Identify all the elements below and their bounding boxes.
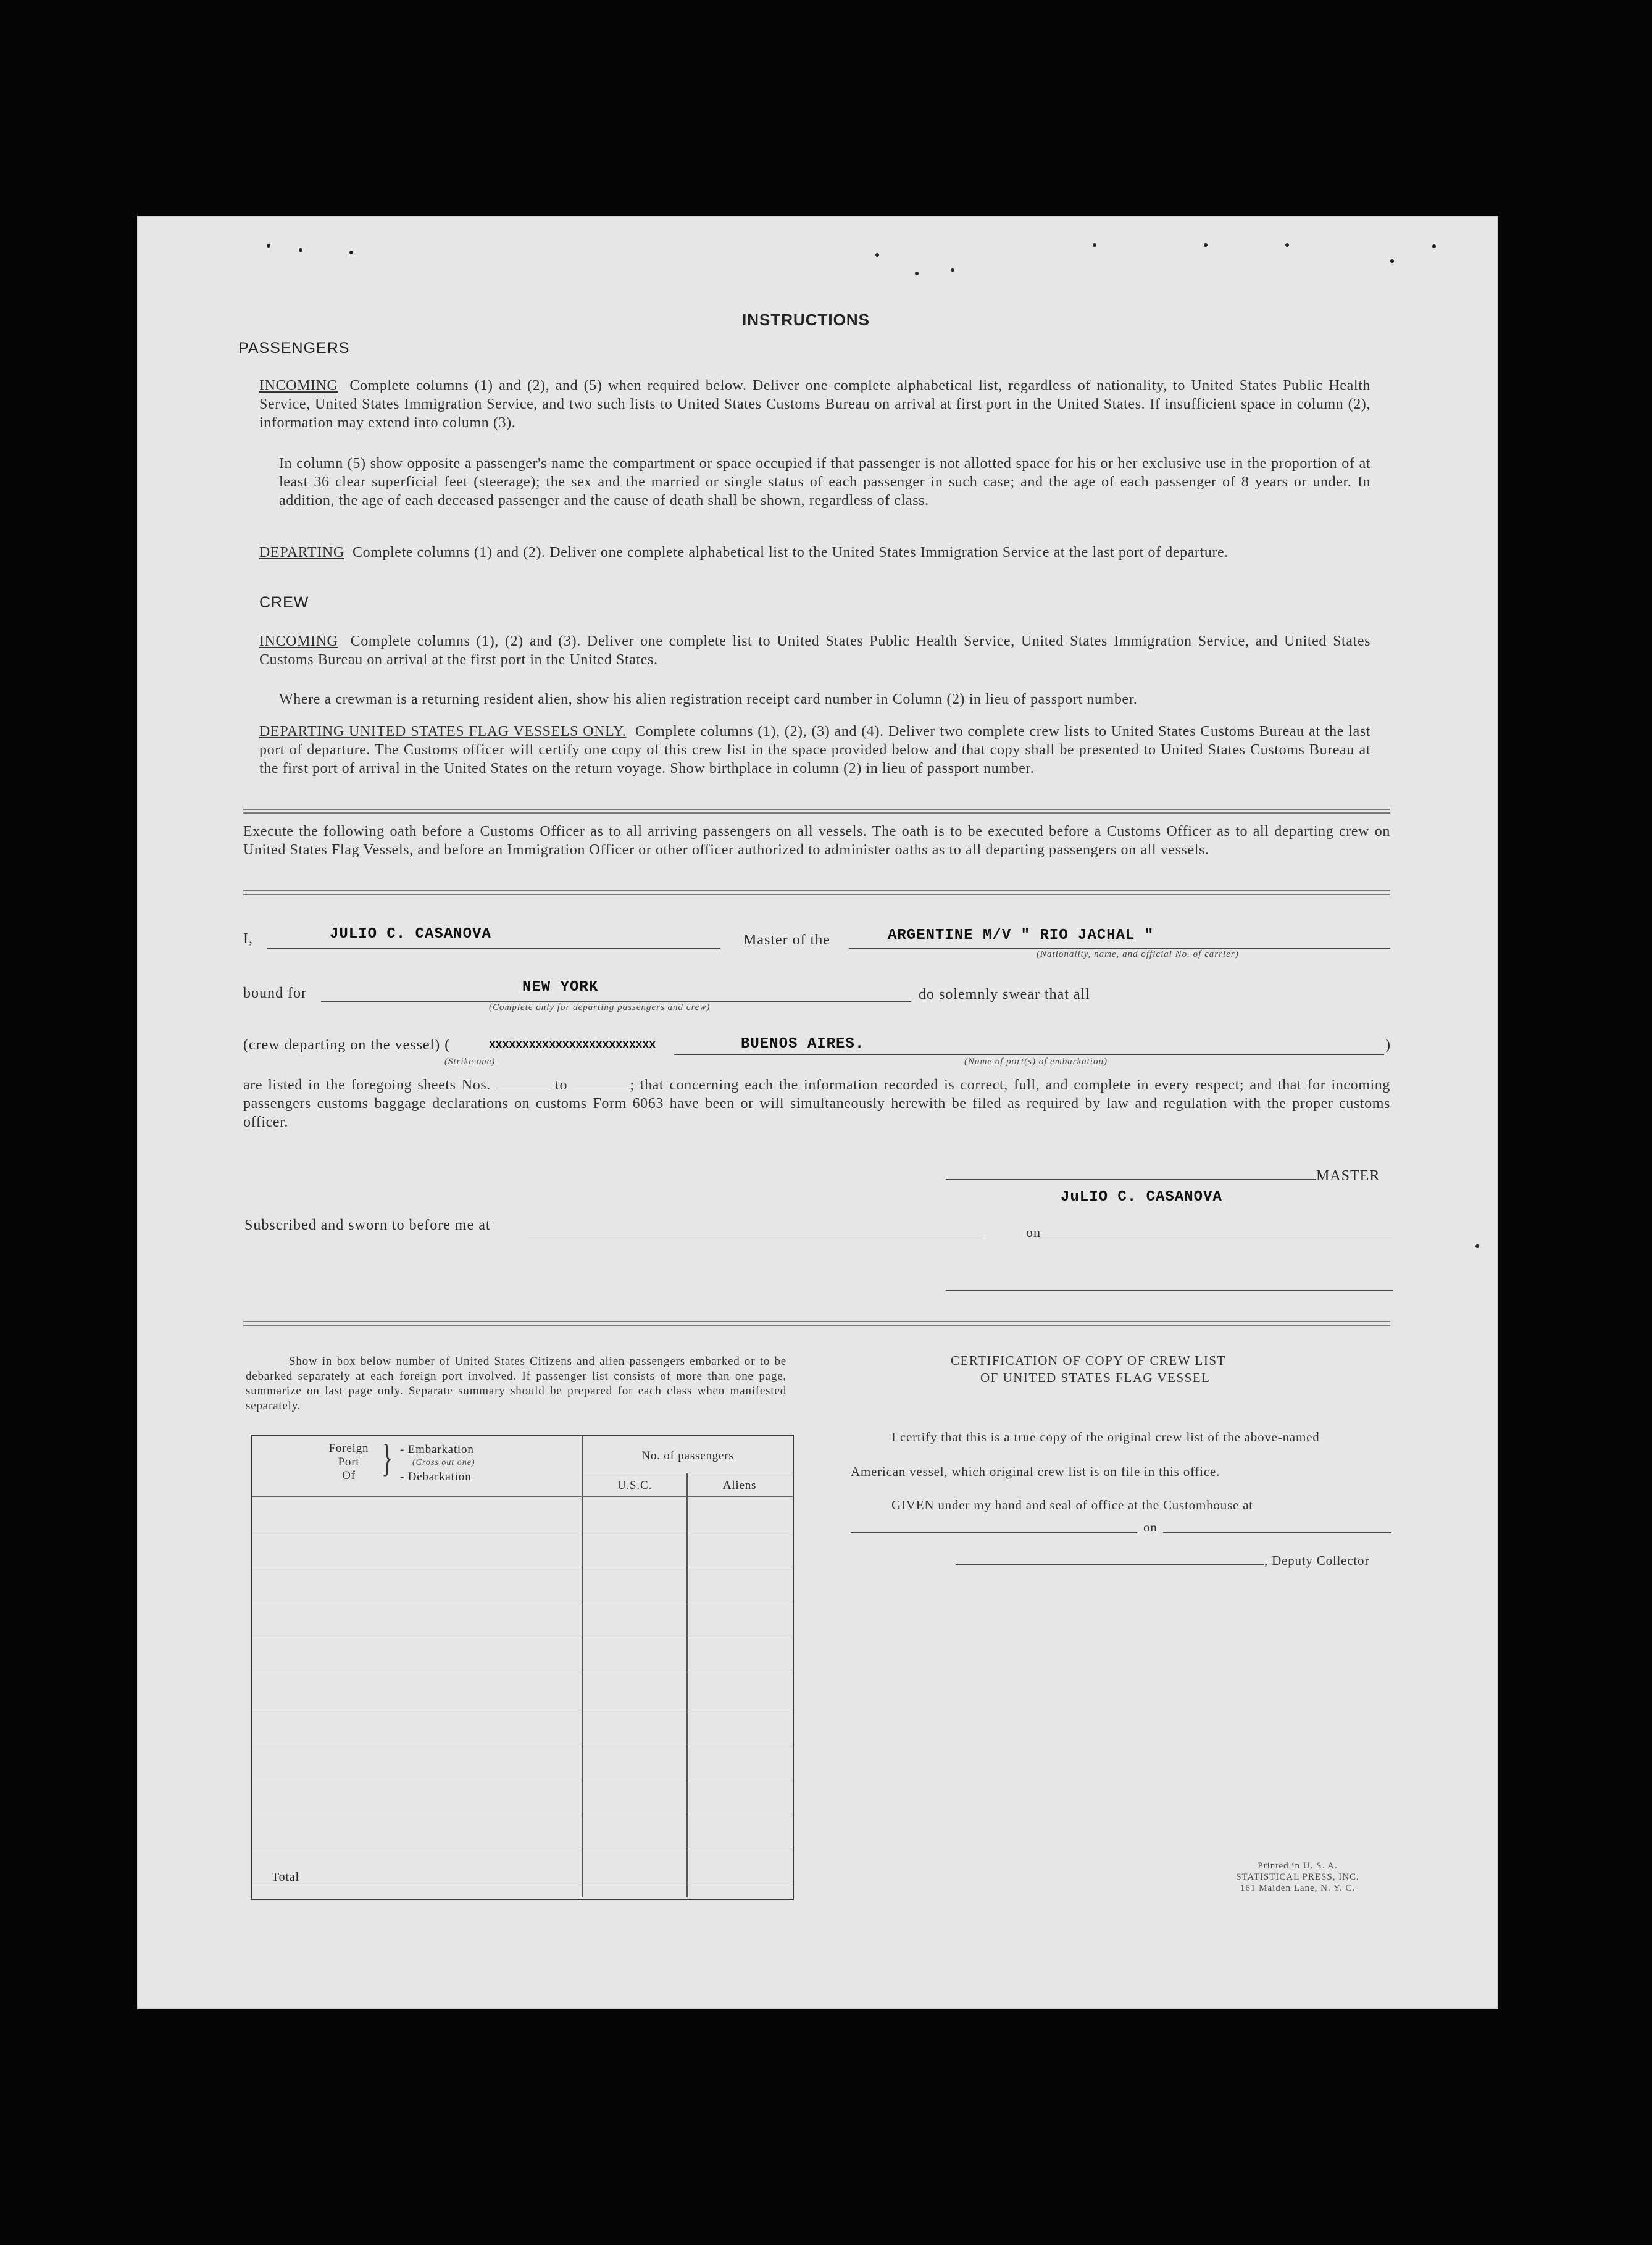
certify-text: I certify that this is a true copy of the original crew list of the above-named: [891, 1430, 1320, 1444]
passengers-incoming-label: INCOMING: [259, 378, 338, 394]
speck: [349, 251, 353, 254]
sheet-from-field[interactable]: [496, 1075, 549, 1089]
embarkation-option[interactable]: - Embarkation: [400, 1443, 474, 1456]
debarkation-option[interactable]: - Debarkation: [400, 1470, 472, 1483]
port-caption: (Name of port(s) of embarkation): [964, 1057, 1108, 1067]
foreign-port-of-label: [321, 1442, 377, 1483]
listed-to: to: [555, 1077, 568, 1093]
strike-caption: (Strike one): [444, 1057, 496, 1067]
aliens-header: Aliens: [722, 1479, 757, 1492]
crew-incoming-label: INCOMING: [259, 633, 338, 649]
certification-on-label: on: [1143, 1520, 1158, 1535]
master-name-line: [267, 948, 720, 949]
usc-header: U.S.C.: [617, 1479, 652, 1492]
crew-resident-paragraph: Where a crewman is a returning resident alien, show his alien registration receipt card number in Column (2) in lieu of passport number.: [279, 691, 1138, 707]
listed-paragraph: [243, 1075, 1390, 1131]
master-name-field[interactable]: JULIO C. CASANOVA: [330, 926, 491, 943]
listed-text-a: are listed in the foregoing sheets Nos.: [243, 1077, 491, 1093]
crew-departing-paragraph: [259, 722, 1370, 778]
i-label: I,: [243, 931, 253, 947]
speck: [951, 268, 954, 272]
summary-col-divider-1: [582, 1436, 583, 1897]
passengers-incoming-text: Complete columns (1) and (2), and (5) when required below. Deliver one complete alphabetical list, regardless of nationality, to United States Public Health Service, United States Immigration Service, and two such lists to United States Customs Bureau on arrival at first port in the United States. If insufficient space in column (2), information may extend into column (3).: [259, 378, 1371, 431]
certification-title-1: CERTIFICATION OF COPY OF CREW LIST: [951, 1353, 1226, 1368]
close-paren: ): [1385, 1037, 1391, 1053]
sheet-to-field[interactable]: [573, 1075, 630, 1089]
passengers-departing-text: Complete columns (1) and (2). Deliver one complete alphabetical list to the United States Immigration Service at the last port of departure.: [352, 544, 1229, 560]
column5-paragraph: In column (5) show opposite a passenger's name the compartment or space occupied if that passenger is not allotted space for his or her exclusive use in the proportion of at least 36 clear superficial feet (steerage); the sex and the married or single status of each passenger in such case; and the age of each passenger of 8 years or under. In addition, the age of each deceased passenger and the cause of death shall be shown, regardless of class.: [279, 456, 1370, 509]
passengers-incoming-paragraph: [259, 377, 1370, 432]
crew-incoming-paragraph: [259, 632, 1370, 669]
american-vessel-text: American vessel, which original crew list is on file in this office.: [851, 1464, 1220, 1479]
brace-icon: }: [382, 1436, 393, 1480]
divider-double-3: [243, 1321, 1390, 1326]
of-label: Of: [342, 1469, 356, 1482]
bound-for-caption: (Complete only for departing passengers and crew): [489, 1002, 711, 1012]
port-line: [674, 1054, 1384, 1055]
speck: [1432, 244, 1436, 248]
bound-for-label: bound for: [243, 985, 307, 1001]
speck: [1093, 243, 1096, 247]
passengers-departing-paragraph: [259, 543, 1370, 562]
port-label: Port: [338, 1456, 360, 1468]
vessel-caption: (Nationality, name, and official No. of carrier): [1037, 949, 1239, 959]
customhouse-place-line: [851, 1532, 1137, 1533]
speck: [267, 244, 270, 248]
oath-intro: Execute the following oath before a Customs Officer as to all arriving passengers on all vessels. The oath is to be executed before a Customs Officer as to all departing crew on United States Flag Vessels, and before an Immigration Officer or other officer authorized to administer oaths as to all departing passengers on all vessels.: [243, 823, 1390, 858]
bound-for-field[interactable]: NEW YORK: [522, 979, 599, 996]
certification-date-line: [1163, 1532, 1391, 1533]
summary-col-divider-2: [686, 1473, 688, 1897]
summary-header-divider-b: [252, 1496, 793, 1497]
printer-line-3: 161 Maiden Lane, N. Y. C.: [1240, 1883, 1356, 1893]
listed-text-b: ; that concerning each the information recorded is correct, full, and complete in every respect; and that for incoming passengers customs baggage declarations on customs Form 6063 have been or will simultaneously herewith be filed as required by law and regulation with the proper customs officer.: [243, 1077, 1391, 1130]
officer-signature-line: [946, 1290, 1393, 1291]
master-signature-typed: JuLIO C. CASANOVA: [1061, 1189, 1222, 1206]
subscribed-on-label: on: [1026, 1225, 1041, 1240]
given-text: GIVEN under my hand and seal of office at the Customhouse at: [891, 1497, 1253, 1512]
master-signature-line: [946, 1179, 1316, 1180]
speck: [1475, 1244, 1479, 1248]
no-of-passengers-header: No. of passengers: [641, 1449, 734, 1462]
divider-double-2: [243, 890, 1390, 895]
speck: [915, 272, 919, 275]
speck: [1204, 243, 1208, 247]
port-field[interactable]: BUENOS AIRES.: [741, 1036, 865, 1052]
vessel-field[interactable]: ARGENTINE M/V " RIO JACHAL ": [888, 927, 1154, 944]
total-label: Total: [272, 1870, 299, 1884]
bound-for-line: [321, 1001, 911, 1002]
crew-departing-label: (crew departing on the vessel) (: [243, 1037, 451, 1053]
foreign-label: Foreign: [328, 1442, 369, 1455]
speck: [1285, 243, 1289, 247]
master-label: MASTER: [1316, 1168, 1380, 1184]
instructions-title: INSTRUCTIONS: [742, 310, 870, 329]
divider-double-1: [243, 809, 1390, 814]
speck: [299, 248, 302, 252]
speck: [875, 253, 879, 257]
speck: [1390, 259, 1394, 263]
swear-text: do solemnly swear that all: [919, 986, 1090, 1002]
cross-out-caption: (Cross out one): [412, 1458, 475, 1467]
crew-departing-text: Complete columns (1), (2), (3) and (4). Deliver two complete crew lists to United States Customs Bureau at the last port of departure. The Customs officer will certify one copy of this crew list in the space provided below and that copy shall be presented to United States Customs Bureau at the first port of arrival in the United States on the return voyage. Show birthplace in column (2) in lieu of passport number.: [259, 723, 1370, 777]
printer-line-1: Printed in U. S. A.: [1258, 1861, 1338, 1871]
deputy-collector-line: [956, 1564, 1264, 1565]
passenger-summary-box: [251, 1435, 794, 1900]
deputy-collector-label: , Deputy Collector: [1264, 1553, 1370, 1568]
summary-instruction: Show in box below number of United States Citizens and alien passengers embarked or to be debarked separately at each foreign port involved. If passenger list consists of more than one page, summarize on last page only. Separate summary should be prepared for each class when manifested separately.: [246, 1355, 786, 1412]
subscribed-label: Subscribed and sworn to before me at: [244, 1217, 491, 1233]
passengers-departing-label: DEPARTING: [259, 544, 344, 560]
crew-heading: CREW: [259, 594, 309, 611]
printer-imprint: [1205, 1860, 1390, 1894]
crew-incoming-text: Complete columns (1), (2) and (3). Deliver one complete list to United States Public Health Service, United States Immigration Service, and United States Customs Bureau on arrival at the first port in the United States.: [259, 633, 1371, 668]
master-of-label: Master of the: [743, 932, 830, 948]
document-page: [137, 216, 1498, 2009]
crew-departing-label: DEPARTING UNITED STATES FLAG VESSELS ONLY.: [259, 723, 627, 739]
printer-line-2: STATISTICAL PRESS, INC.: [1236, 1872, 1359, 1882]
vessel-line: [849, 948, 1390, 949]
struck-text: xxxxxxxxxxxxxxxxxxxxxxxxx: [489, 1039, 656, 1051]
certification-title-2: OF UNITED STATES FLAG VESSEL: [980, 1370, 1211, 1385]
passengers-heading: PASSENGERS: [238, 339, 350, 357]
